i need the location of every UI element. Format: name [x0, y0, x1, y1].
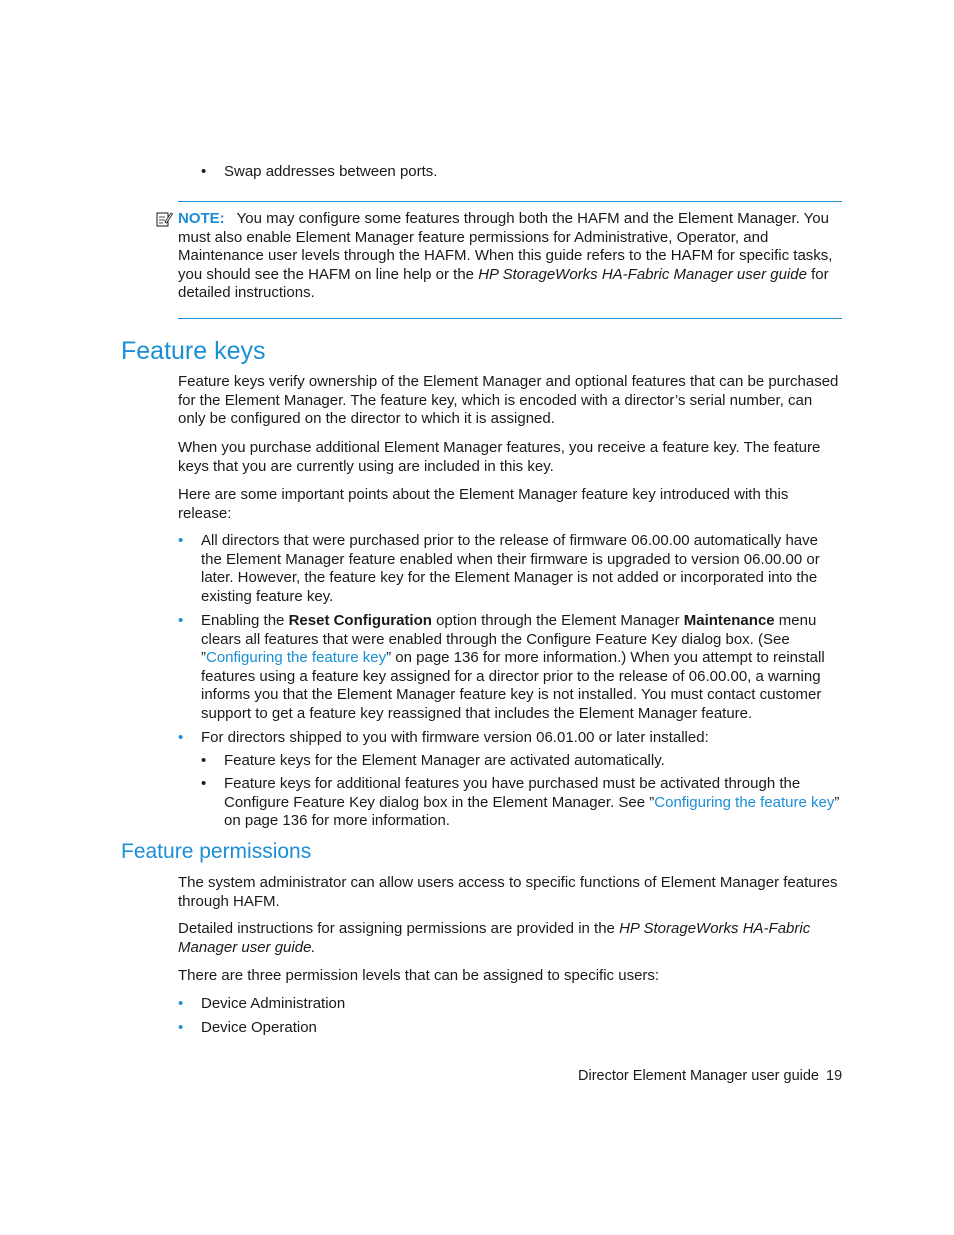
paragraph: Here are some important points about the Element Manager feature key introduced with this release: — [178, 486, 789, 522]
configuring-feature-key-link[interactable]: Configuring the feature key — [206, 649, 387, 667]
paragraph: When you purchase additional Element Manager features, you receive a feature key. The feature keys that you are currently using are included in this key. — [178, 439, 821, 475]
note-icon — [155, 210, 173, 234]
maintenance-label: Maintenance — [683, 612, 775, 629]
note-text — [178, 210, 842, 303]
list-item: Device Operation — [201, 1019, 317, 1036]
sub-list-item: Feature keys for the Element Manager are activated automatically. — [224, 752, 665, 769]
paragraph: Feature keys verify ownership of the Element Manager and optional features that can be purchased for the Element Manager. The feature key, which is encoded with a director’s serial number, can only be configured on the director to which it is assigned. — [178, 373, 839, 428]
list-item: For directors shipped to you with firmware version 06.01.00 or later installed: — [201, 729, 709, 746]
bullet-marker: • — [201, 752, 207, 769]
section-heading-feature-permissions: Feature permissions — [121, 840, 312, 863]
top-bullet-text: Swap addresses between ports. — [224, 163, 438, 180]
bullet-marker: • — [201, 775, 207, 792]
list-item: All directors that were purchased prior to the release of firmware 06.00.00 automatically have the Element Manager feature enabled when their firmware is upgraded to version 06.00.00 or later. However, the feature key for the Element Manager is not added or incorporated into the existing feature key. — [201, 532, 820, 605]
bullet-marker: • — [178, 612, 184, 629]
list-item: Enabling the Reset Configuration option through the Element Manager Maintenance menu clears all features that were enabled through the Configure Feature Key dialog box. (See ”Configuring the feature key” on page 136 for more information.) When you attempt to reinstall features using a feature key assigned for a director prior to the release of 06.00.00, a warning informs you that the Element Manager feature key is not installed. You must contact customer support to get a feature key reassigned that includes the Element Manager feature. — [201, 612, 825, 722]
note-bottom-rule — [178, 318, 842, 319]
configuring-feature-key-link[interactable]: Configuring the feature key — [654, 793, 835, 811]
bullet-marker: • — [178, 729, 184, 746]
list-item: Device Administration — [201, 995, 346, 1012]
note-label: NOTE: — [178, 210, 225, 227]
note-body: You may configure some features through both the HAFM and the Element Manager. You must also enable Element Manager feature permissions for Administrative, Operator, and Maintenance user levels through the HAFM. When this guide refers to the HAFM for specific tasks, you should see the HAFM on line help or the — [178, 210, 833, 283]
bullet-marker: • — [178, 1019, 184, 1036]
note-top-rule — [178, 201, 842, 202]
bullet-marker: • — [178, 995, 184, 1012]
paragraph: Detailed instructions for assigning permissions are provided in the HP StorageWorks HA-Fabric Manager user guide. — [178, 920, 811, 956]
note-guide-title: HP StorageWorks HA-Fabric Manager user guide — [478, 265, 807, 283]
note-body-end: for detailed instructions. — [178, 265, 829, 302]
guide-title: HP StorageWorks HA-Fabric Manager user guide. — [178, 920, 811, 956]
paragraph: The system administrator can allow users access to specific functions of Element Manager features through HAFM. — [178, 874, 838, 910]
bullet-marker: • — [178, 532, 184, 549]
sub-list-item: Feature keys for additional features you have purchased must be activated through the Configure Feature Key dialog box in the Element Manager. See ”Configuring the feature key” on page 136 for more information. — [224, 775, 840, 830]
section-heading-feature-keys: Feature keys — [121, 337, 266, 365]
bullet-marker: • — [201, 163, 207, 180]
paragraph: There are three permission levels that can be assigned to specific users: — [178, 967, 660, 984]
reset-configuration-label: Reset Configuration — [288, 612, 432, 629]
page-number: 19 — [826, 1068, 843, 1084]
footer-title: Director Element Manager user guide — [578, 1068, 819, 1084]
